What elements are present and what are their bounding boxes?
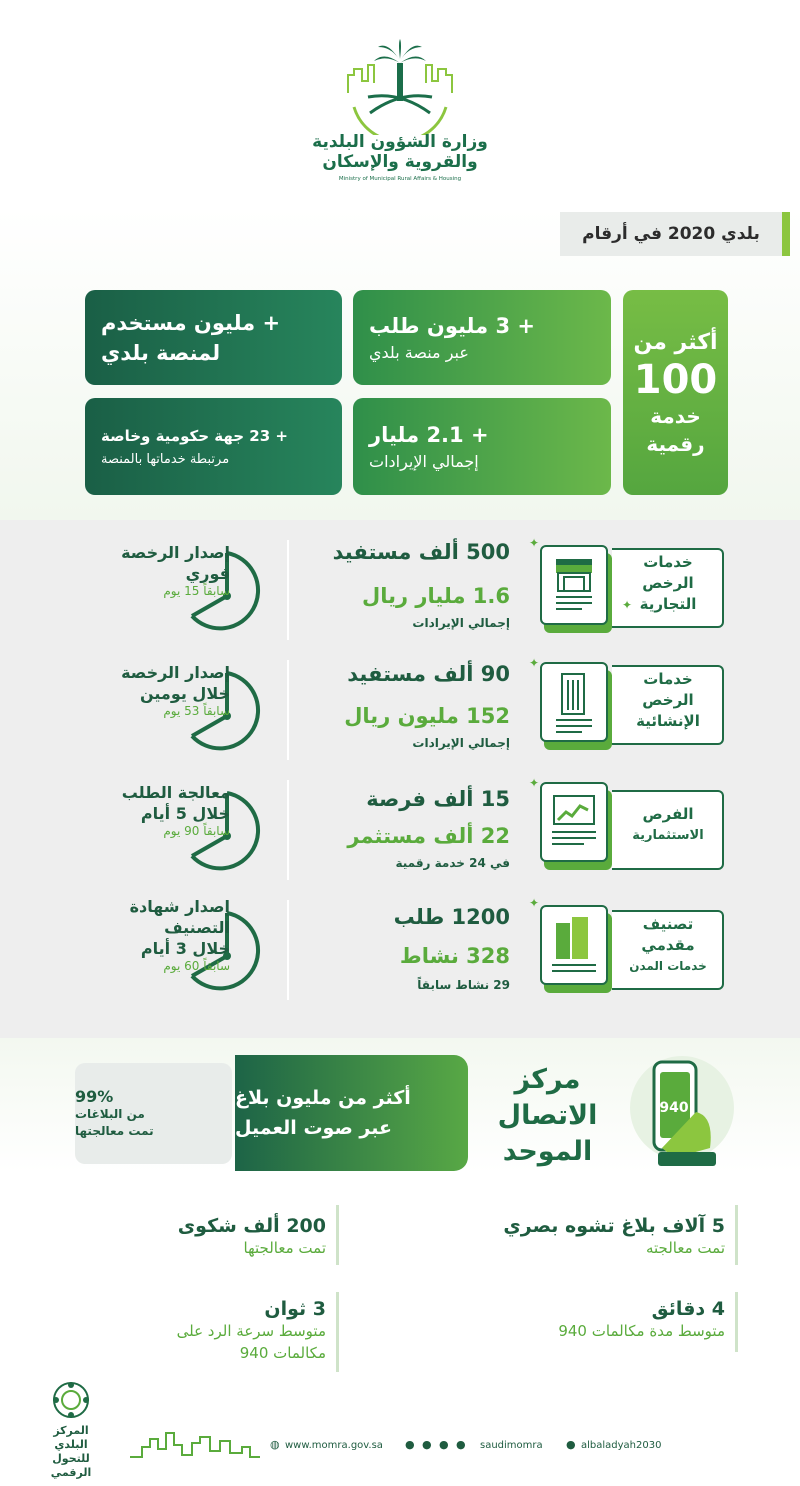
clock-1-previous: سابقاً 15 يوم xyxy=(163,584,230,598)
service-name-1-line3: التجارية xyxy=(639,595,697,613)
bottom-stat-2-sub: تمت معالجتها xyxy=(243,1239,326,1257)
ministry-name-english: Ministry of Municipal Rural Affairs & Housing xyxy=(338,176,462,182)
clock-1-line2: فوري xyxy=(185,564,230,583)
service-1-revenue: 1.6 مليار ريال xyxy=(361,584,510,608)
users-stat-sub: لمنصة بلدي xyxy=(101,340,221,365)
bottom-stat-visual-distortion xyxy=(420,1215,725,1259)
revenue-stat-box xyxy=(353,398,611,495)
service-name-2 xyxy=(622,669,714,732)
bottom-stat-call-duration xyxy=(420,1298,725,1342)
digital-center-emblem-icon xyxy=(36,1380,106,1420)
service-name-4-line1: تصنيف xyxy=(642,915,694,933)
service-name-1 xyxy=(622,552,714,615)
bottom-stat-4-main: 3 ثوان xyxy=(264,1298,326,1320)
service-1-beneficiaries: 500 ألف مستفيد xyxy=(332,540,510,564)
service-card-icon-2 xyxy=(540,662,612,750)
ministry-name-line2: والقروية والإسكان xyxy=(322,152,478,172)
bottom-stat-3-main: 4 دقائق xyxy=(651,1298,725,1320)
digital-services-line3: خدمة xyxy=(650,403,701,428)
clock-4-line3: خلال 3 أيام xyxy=(140,939,230,958)
divider xyxy=(336,1205,339,1265)
divider xyxy=(287,780,289,880)
snapchat-icon[interactable]: ● xyxy=(566,1438,576,1451)
bottom-stat-1-main: 5 آلاف بلاغ تشوه بصري xyxy=(503,1215,725,1237)
clock-2-line2: خلال يومين xyxy=(139,684,230,703)
reports-percentage-box xyxy=(75,1063,232,1164)
service-name-2-line1: خدمات xyxy=(643,670,693,688)
service-name-3-line2: الاستثمارية xyxy=(632,828,704,843)
instagram-icon[interactable]: ● xyxy=(439,1438,449,1451)
requests-stat-main: + 3 مليون طلب xyxy=(369,313,535,338)
call-center-title-line3: الموحد xyxy=(502,1136,593,1167)
service-2-note: إجمالي الإيرادات xyxy=(412,736,510,750)
revenue-stat-main: + 2.1 مليار xyxy=(369,422,489,447)
reports-percentage-line1: من البلاغات xyxy=(75,1107,145,1121)
sparkle-icon: ✦ xyxy=(529,656,540,670)
phone-number: 940 xyxy=(659,1100,689,1116)
divider xyxy=(287,540,289,640)
building-icon xyxy=(552,670,596,734)
digital-center-name-line2: للتحول الرقمي xyxy=(50,1452,92,1479)
service-name-box-3 xyxy=(612,782,724,874)
investment-chart-icon xyxy=(550,792,598,852)
sparkle-icon: ✦ xyxy=(622,598,633,612)
reports-bar-line1: أكثر من مليون بلاغ xyxy=(235,1087,411,1109)
clock-4-previous: سابقاً 60 يوم xyxy=(163,959,230,973)
clock-text-3 xyxy=(60,782,230,838)
clock-2-previous: سابقاً 53 يوم xyxy=(163,704,230,718)
service-2-revenue: 152 مليون ريال xyxy=(344,704,510,728)
call-center-title-line1: مركز xyxy=(514,1064,581,1095)
service-name-2-line3: الإنشائية xyxy=(636,712,700,730)
service-name-3 xyxy=(622,804,714,846)
service-3-opportunities: 15 ألف فرصة xyxy=(366,787,510,811)
clock-2-line1: إصدار الرخصة xyxy=(121,663,230,682)
service-name-1-line2: الرخص xyxy=(642,574,694,592)
service-name-2-line2: الرخص xyxy=(642,691,694,709)
shop-icon xyxy=(552,555,596,615)
social-handle[interactable]: saudimomra xyxy=(480,1440,543,1451)
service-4-activities: 328 نشاط xyxy=(399,944,510,968)
globe-icon: ◍ xyxy=(270,1438,280,1451)
service-3-note: في 24 خدمة رقمية xyxy=(395,856,510,870)
clock-3-previous: سابقاً 90 يوم xyxy=(163,824,230,838)
ministry-name-line1: وزارة الشؤون البلدية xyxy=(312,132,488,152)
divider xyxy=(287,900,289,1000)
service-card-icon-4 xyxy=(540,905,612,993)
clock-4-line1: إصدار شهادة xyxy=(129,897,230,916)
sparkle-icon: ✦ xyxy=(529,536,540,550)
sparkle-icon: ✦ xyxy=(529,896,540,910)
service-4-note: 29 نشاط سابقاً xyxy=(417,978,510,992)
ministry-name xyxy=(300,132,500,172)
clock-1-line1: إصدار الرخصة xyxy=(121,543,230,562)
digital-services-count: 100 xyxy=(633,356,718,403)
divider xyxy=(336,1292,339,1372)
call-center-title xyxy=(470,1062,625,1170)
service-name-4 xyxy=(622,914,714,977)
digital-center-name-line1: المركز البلدي xyxy=(53,1424,89,1451)
service-3-investors: 22 ألف مستثمر xyxy=(347,824,510,848)
service-name-box-4 xyxy=(612,902,724,994)
year-banner xyxy=(560,212,790,256)
sparkle-icon: ✦ xyxy=(529,776,540,790)
youtube-icon[interactable]: ● xyxy=(456,1438,466,1451)
service-name-box-2 xyxy=(612,657,724,749)
service-name-4-line3: خدمات المدن xyxy=(629,959,707,973)
reports-bar-line2: عبر صوت العميل xyxy=(235,1117,392,1139)
divider xyxy=(735,1205,738,1265)
service-name-box-1 xyxy=(612,540,724,632)
requests-stat-sub: عبر منصة بلدي xyxy=(369,342,469,362)
city-skyline-icon xyxy=(130,1425,260,1461)
digital-center-name xyxy=(36,1424,106,1480)
entities-stat-sub: مرتبطة خدماتها بالمنصة xyxy=(101,451,230,467)
digital-services-box xyxy=(623,290,728,495)
bottom-stat-3-sub: متوسط مدة مكالمات 940 xyxy=(558,1322,725,1340)
service-2-beneficiaries: 90 ألف مستفيد xyxy=(347,662,510,686)
clock-text-1 xyxy=(60,542,230,598)
twitter-icon[interactable]: ● xyxy=(422,1438,432,1451)
service-card-icon-1 xyxy=(540,545,612,633)
website-link[interactable]: www.momra.gov.sa xyxy=(285,1440,383,1451)
bottom-stat-complaints xyxy=(100,1215,326,1259)
service-1-note: إجمالي الإيرادات xyxy=(412,616,510,630)
service-name-4-line2: مقدمي xyxy=(641,936,695,954)
service-name-1-line1: خدمات xyxy=(643,553,693,571)
users-stat-box xyxy=(85,290,342,385)
facebook-icon[interactable]: ● xyxy=(405,1438,415,1451)
bottom-stat-1-sub: تمت معالجته xyxy=(645,1239,725,1257)
bottom-stat-2-main: 200 ألف شكوى xyxy=(177,1215,326,1237)
city-towers-icon xyxy=(550,913,598,977)
reports-percentage: 99% xyxy=(75,1087,114,1106)
bottom-stat-4-sub: متوسط سرعة الرد على مكالمات 940 xyxy=(176,1322,326,1362)
clock-text-2 xyxy=(60,662,230,718)
requests-stat-box xyxy=(353,290,611,385)
clock-3-line1: معالجة الطلب xyxy=(121,783,230,802)
entities-stat-box xyxy=(85,398,342,495)
digital-services-line4: رقمية xyxy=(646,431,705,456)
snapchat-handle[interactable]: albaladyah2030 xyxy=(581,1440,662,1451)
divider xyxy=(287,660,289,760)
service-name-3-line1: الفرص xyxy=(642,805,694,823)
digital-center-logo xyxy=(36,1380,106,1479)
divider xyxy=(735,1292,738,1352)
users-stat-main: + مليون مستخدم xyxy=(101,310,281,335)
clock-3-line2: خلال 5 أيام xyxy=(140,804,230,823)
year-banner-title: بلدي 2020 في أرقام xyxy=(582,224,760,244)
service-4-requests: 1200 طلب xyxy=(393,905,510,929)
bottom-stat-response-speed xyxy=(150,1298,326,1364)
digital-services-line1: أكثر من xyxy=(633,329,718,355)
call-center-title-line2: الاتصال xyxy=(497,1100,598,1131)
service-card-icon-3 xyxy=(540,782,612,870)
clock-text-4 xyxy=(60,896,230,973)
entities-stat-main: + 23 جهة حكومية وخاصة xyxy=(101,426,288,445)
revenue-stat-sub: إجمالي الإيرادات xyxy=(369,451,479,471)
clock-4-line2: التصنيف xyxy=(164,918,230,937)
palm-swords-icon xyxy=(340,35,460,135)
reports-bar xyxy=(235,1055,468,1171)
reports-percentage-line2: تمت معالجتها xyxy=(75,1124,154,1138)
